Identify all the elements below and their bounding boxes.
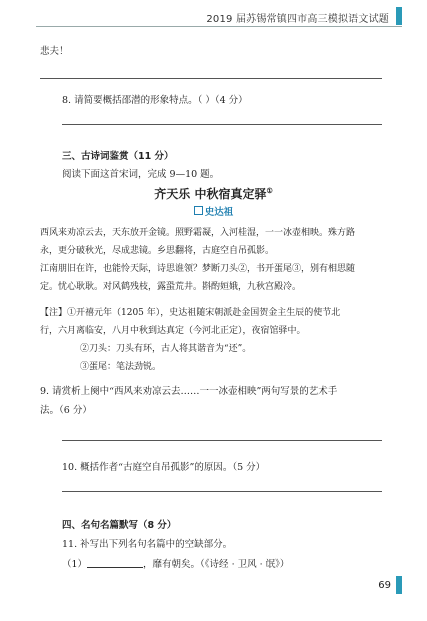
header-accent-bar	[396, 7, 402, 25]
section-4-title: 四、名句名篇默写（8 分）	[62, 520, 177, 531]
header-divider	[36, 26, 402, 27]
previous-text-tail: 悲夫！	[40, 46, 69, 57]
answer-line	[62, 124, 382, 125]
header-title: 2019 届苏锡常镇四市高三模拟语文试题	[206, 14, 389, 25]
note-line: ③蛋尾：笔法劲锐。	[80, 362, 162, 372]
answer-line	[62, 440, 382, 441]
page-number: 69	[378, 580, 391, 591]
note-line: 行，六月离临安，八月中秋到达真定（今河北正定），夜宿馆驿中。	[40, 326, 306, 336]
poem-line: 江南朋旧在许，也能怜天际，诗思谁领？梦断刀头②，书开蛋尾③，别有相思随	[40, 264, 356, 274]
page-accent-bar	[396, 576, 402, 594]
question-10: 10. 概括作者“古庭空自吊孤影”的原因。（5 分）	[62, 462, 266, 473]
poem-line: 永，更分破秋光，尽成悲镜。乡思翻将，古庭空自吊孤影。	[40, 246, 275, 256]
poem-author: 史达祖	[0, 204, 427, 218]
section-3-title: 三、古诗词鉴赏（11 分）	[62, 151, 174, 162]
footnote-marker: ①	[266, 186, 273, 195]
poem-line: 西风来劝凉云去，天东放开金镜。照野霜凝，入河桂湿，一一冰壶相映。殊方路	[40, 228, 356, 238]
poem-title: 齐天乐 中秋宿真定驿①	[154, 186, 273, 201]
question-11-1: （1） ，靡有朝矣。（《诗经 · 卫风 · 氓》）	[62, 559, 290, 570]
note-line: ②刀头：刀头有环，古人将其谐音为“还”。	[80, 344, 252, 354]
question-9-cont: 法。（6 分）	[40, 405, 92, 416]
answer-line	[40, 78, 382, 79]
answer-line	[62, 491, 382, 492]
note-line: 【注】①开禧元年（1205 年），史达祖随宋朝派赴金国贺金主生辰的使节北	[40, 308, 341, 318]
section-3-intro: 阅读下面这首宋词，完成 9—10 题。	[62, 169, 220, 180]
fill-blank[interactable]	[87, 558, 143, 568]
poem-line: 定。忧心耿耿。对风鹤残枝，露蛩荒井。斟酌姮娥，九秋宫殿冷。	[40, 282, 302, 292]
question-9: 9. 请赏析上阕中“西风来劝凉云去……一一冰壶相映”两句写景的艺术手	[40, 386, 338, 397]
question-8: 8. 请简要概括邵潜的形象特点。（ ）（4 分）	[62, 95, 248, 106]
author-box-icon	[194, 206, 203, 215]
section-4-intro: 11. 补写出下列名句名篇中的空缺部分。	[62, 539, 233, 550]
